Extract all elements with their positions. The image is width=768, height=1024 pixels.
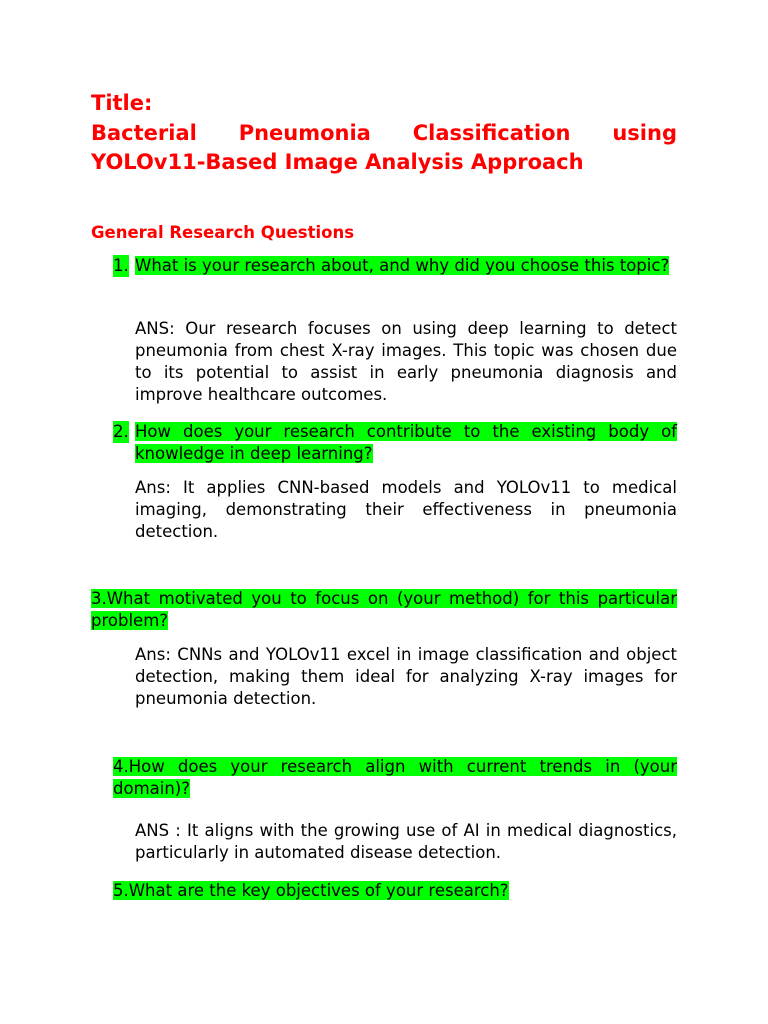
title-label: Title: (91, 91, 153, 115)
answer-4: ANS : It aligns with the growing use of AI in medical diagnostics, particularly in automated disease detection. (135, 821, 677, 862)
question-1 (113, 255, 677, 277)
question-4-text: 4.How does your research align with current trends in (your domain)? (113, 757, 677, 798)
question-5-text: 5.What are the key objectives of your research? (113, 881, 509, 900)
question-4 (113, 756, 677, 800)
answer-3: Ans: CNNs and YOLOv11 excel in image classification and object detection, making them ideal for analyzing X-ray images for pneumonia detection. (135, 645, 677, 708)
answer-1: ANS: Our research focuses on using deep learning to detect pneumonia from chest X-ray images. This topic was chosen due to its potential to assist in early pneumonia diagnosis and improve healthcare outcomes. (135, 319, 677, 404)
question-2-number: 2. (113, 422, 129, 441)
question-5 (113, 880, 677, 902)
question-3 (91, 588, 677, 632)
question-2 (113, 421, 677, 465)
question-1-text: What is your research about, and why did you choose this topic? (135, 256, 670, 275)
question-3-text: 3.What motivated you to focus on (your method) for this particular problem? (91, 589, 677, 630)
document-title: Bacterial Pneumonia Classification using YOLOv11-Based Image Analysis Approach (91, 121, 677, 174)
section-heading: General Research Questions (91, 223, 355, 242)
question-2-text: How does your research contribute to the existing body of knowledge in deep learning? (135, 422, 677, 463)
question-1-number: 1. (113, 256, 129, 275)
answer-2: Ans: It applies CNN-based models and YOLOv11 to medical imaging, demonstrating their effectiveness in pneumonia detection. (135, 478, 677, 541)
